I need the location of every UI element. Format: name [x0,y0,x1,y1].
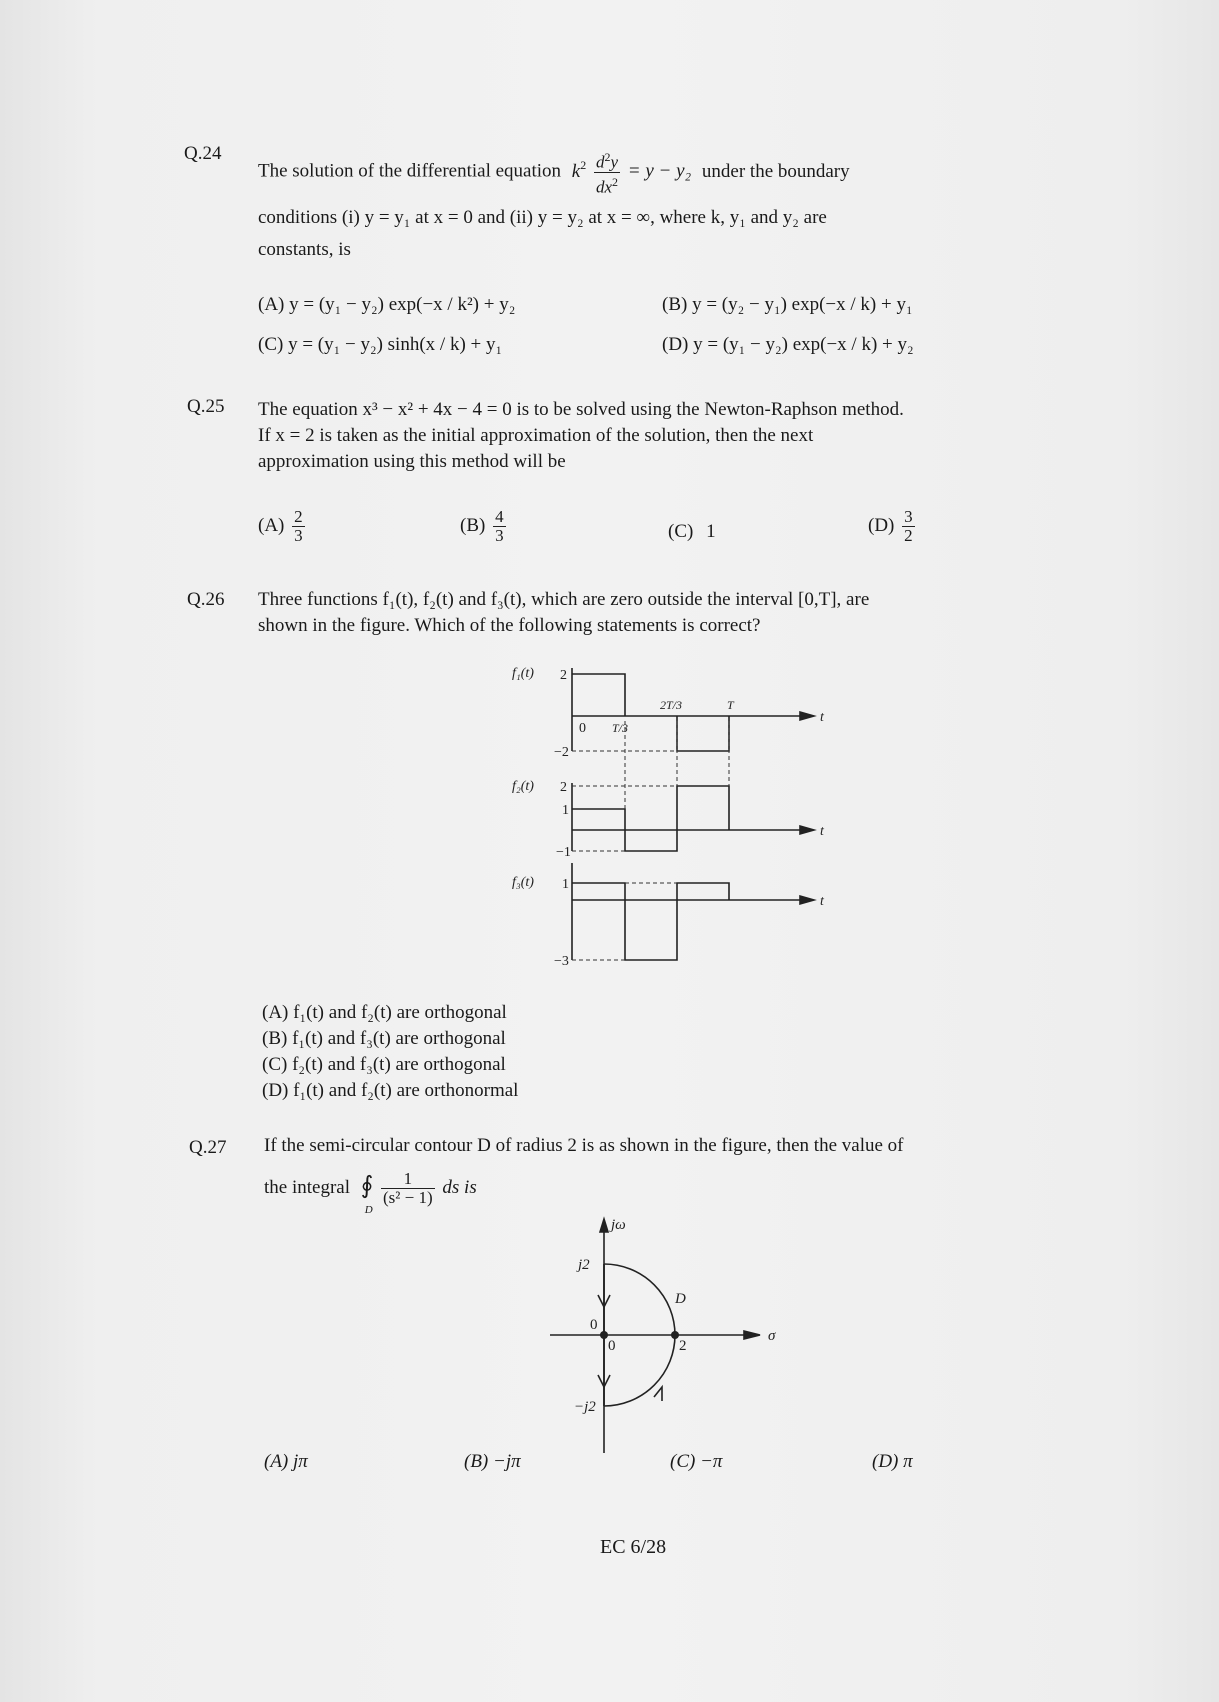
q24-stem-line1: The solution of the differential equation $k^2$ $\frac{d^2y}{dx^2}$ = y − y₂ under the boundary [258,150,850,197]
f2-seg-1 [572,809,625,830]
sigma-label: σ [768,1328,776,1344]
f1-yneg2: −2 [554,745,569,760]
f3-yneg3: −3 [554,954,569,969]
page-footer: EC 6/28 [600,1536,667,1558]
zero-left-label: 0 [590,1317,598,1333]
f2-y1: 1 [562,803,569,818]
f2-seg-3 [677,786,729,830]
q24-intro: The solution of the differential equation [258,160,562,182]
q24-conditions-2: constants, is [258,239,351,260]
q24-option-d[interactable]: (D) y = (y₁ − y₂) exp(−x / k) + y₂ [662,334,914,355]
sigma-arrow [744,1331,760,1339]
q25-option-c[interactable] [668,521,716,543]
q26-option-b[interactable]: (B) f₁(t) and f₃(t) are orthogonal [262,1028,506,1049]
d-label: D [675,1291,686,1307]
q25-option-c-value: 1 [706,521,716,542]
q25-line3: approximation using this method will be [258,451,566,472]
f3-axis-arrow [800,896,814,904]
q27-line1: If the semi-circular contour D of radius 2 is as shown in the figure, then the value of [264,1135,904,1156]
tick-T: T [727,698,734,712]
q24-conditions: conditions (i) y = y₁ at x = 0 and (ii) y = y₂ at x = ∞, where k, y₁ and y₂ are [258,207,827,228]
f2-yneg1: −1 [556,845,571,860]
q26-line1: Three functions f₁(t), f₂(t) and f₃(t), which are zero outside the interval [0,T], are [258,589,870,610]
q27-option-d[interactable]: (D) π [872,1451,913,1472]
jw-label: jω [611,1217,626,1233]
q25-option-d-label: (D) [868,514,895,536]
arc-arrow [654,1387,662,1401]
q24-option-b[interactable]: (B) y = (y₂ − y₁) exp(−x / k) + y₁ [662,294,913,315]
q27-option-b[interactable]: (B) −jπ [464,1451,521,1472]
tick-t3: T/3 [612,721,629,735]
q27-option-a[interactable]: (A) jπ [264,1451,308,1472]
q27-integral-prefix: the integral [264,1176,350,1198]
q24-intro-tail: under the boundary [701,160,850,182]
q26-option-a[interactable]: (A) f₁(t) and f₂(t) are orthogonal [262,1002,507,1023]
q25-option-d-value: $\frac{3}{2}$ [904,507,913,545]
q25-option-d[interactable] [868,508,918,545]
f3-y1: 1 [562,877,569,892]
q24-eq-rhs: = y − y₂ [627,160,692,182]
f1-pulse-positive [572,674,625,716]
zero-right-label: 0 [608,1338,616,1354]
q25-line2: If x = 2 is taken as the initial approximation of the solution, then the next [258,425,814,446]
q25-option-a[interactable] [258,508,308,545]
contour-integral-symbol: ∮ D [360,1172,374,1216]
neg-j2-label: −j2 [574,1399,596,1415]
q25-option-b-value: $\frac{4}{3}$ [495,507,504,545]
q27-option-c[interactable]: (C) −π [670,1451,723,1472]
q25-option-c-label: (C) [668,521,694,542]
f1-axis-arrow [800,712,814,720]
tick-2t3: 2T/3 [660,698,683,712]
q25-option-b-label: (B) [460,514,486,536]
q27-integral-line [264,1169,477,1216]
q25-line1: The equation x³ − x² + 4x − 4 = 0 is to be solved using the Newton-Raphson method. [258,399,904,420]
f1-y2: 2 [560,668,567,683]
q27-contour-figure [540,1215,800,1455]
two-label: 2 [679,1338,687,1354]
q27-integrand: $\frac{1}{\text{(s² − 1)}}$ [383,1169,433,1207]
point-2-dot [671,1331,679,1339]
q24-number: Q.24 [184,143,222,164]
q27-number: Q.27 [189,1137,227,1158]
j2-label: j2 [578,1257,590,1273]
f3-t-label: t [820,894,824,909]
f2-label: f₂(t) [512,779,534,794]
origin-dot [600,1331,608,1339]
origin-label: 0 [579,721,586,736]
f1-label: f₁(t) [512,666,534,681]
q26-option-d[interactable]: (D) f₁(t) and f₂(t) are orthonormal [262,1080,519,1101]
q26-waveform-figure [500,655,840,975]
f2-t-label: t [820,824,824,839]
q25-option-a-value: $\frac{2}{3}$ [294,507,303,545]
f2-y2: 2 [560,780,567,795]
q24-derivative: $\frac{d^2y}{dx^2}$ [595,150,619,197]
q26-number: Q.26 [187,589,225,610]
q25-number: Q.25 [187,396,225,417]
f3-label: f₃(t) [512,875,534,890]
f3-seg-1 [572,883,677,960]
f1-t-label: t [820,710,824,725]
f2-seg-2 [625,830,677,851]
q27-integral-tail: ds is [442,1176,477,1198]
q25-option-a-label: (A) [258,514,285,536]
q26-option-c[interactable]: (C) f₂(t) and f₃(t) are orthogonal [262,1054,506,1075]
f2-axis-arrow [800,826,814,834]
q26-line2: shown in the figure. Which of the following statements is correct? [258,615,761,636]
jw-arrow [600,1219,608,1232]
q25-option-b[interactable] [460,508,509,545]
f1-pulse-negative [677,716,729,751]
q24-option-c[interactable]: (C) y = (y₁ − y₂) sinh(x / k) + y₁ [258,334,503,355]
q24-option-a[interactable]: (A) y = (y₁ − y₂) exp(−x / k²) + y₂ [258,294,516,315]
f3-seg-2 [677,883,729,900]
